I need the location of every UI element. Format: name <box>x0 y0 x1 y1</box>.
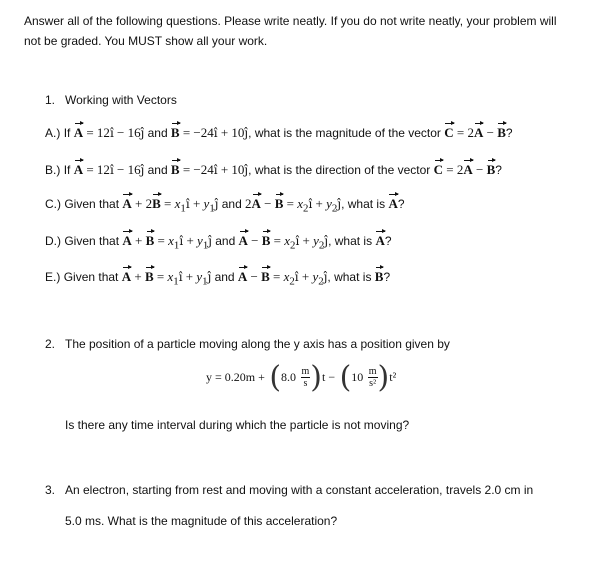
left-paren-2: ( <box>339 360 352 395</box>
part-c-target-vector: A <box>388 196 398 211</box>
part-d-label: D.) <box>45 234 61 248</box>
question-2-text <box>45 336 450 352</box>
part-a-given-vectors: A = 12î − 16ĵ and B = −24î + 10ĵ <box>73 125 249 140</box>
part-b-pre: If <box>63 163 71 177</box>
equation-coef-1: 8.0 <box>281 370 297 384</box>
position-equation <box>206 360 396 400</box>
question-1-part-c <box>45 196 405 217</box>
question-1-part-d <box>45 233 392 254</box>
equation-lhs: y = 0.20m + <box>206 370 265 384</box>
instructions-line-1: Answer all of the following questions. Please write neatly. If you do not write neatly, your problem will <box>24 14 557 28</box>
question-3-line-1 <box>45 482 533 498</box>
question-1-number: 1. <box>45 93 56 107</box>
part-b-given-vectors: A = 12î − 16ĵ and B = −24î + 10ĵ <box>73 162 249 177</box>
part-a-end: ? <box>505 126 513 140</box>
question-2-number: 2. <box>45 337 56 351</box>
part-c-given-vectors: $A + 2B = x_1î$ + $y_1ĵ$ and $2A - B = x_2î$ + $y_2ĵ$ <box>122 196 342 215</box>
unit-fraction-2 <box>368 366 378 389</box>
question-1-part-e <box>45 269 390 290</box>
left-paren-1: ( <box>269 360 282 395</box>
instructions-line-2: not be graded. You MUST show all your work. <box>24 34 268 48</box>
part-e-label: E.) <box>45 270 61 284</box>
part-e-question: , what is <box>327 270 375 284</box>
unit-2-denominator: s² <box>369 378 377 389</box>
unit-2-numerator: m <box>368 366 377 377</box>
question-2-prompt: Is there any time interval during which the particle is not moving? <box>65 418 410 432</box>
part-b-question: , what is the direction of the vector <box>248 163 434 177</box>
question-1-part-b <box>45 162 502 178</box>
part-a-label: A.) <box>45 126 61 140</box>
part-d-question: , what is <box>328 234 376 248</box>
part-b-target-vector: C = 2A − B <box>433 162 496 177</box>
part-b-label: B.) <box>45 163 61 177</box>
question-3-number: 3. <box>45 483 56 497</box>
part-d-end: ? <box>384 234 392 248</box>
part-a-target-vector: C = 2A − B <box>444 125 506 140</box>
right-paren-1: ) <box>310 360 322 395</box>
equation-t2: t² <box>389 370 397 384</box>
question-2-statement: The position of a particle moving along the y axis has a position given by <box>65 337 450 351</box>
instructions <box>24 11 594 51</box>
unit-1-numerator: m <box>301 366 310 377</box>
part-c-label: C.) <box>45 197 61 211</box>
unit-1-denominator: s <box>303 378 308 389</box>
question-3-line-2: 5.0 ms. What is the magnitude of this acceleration? <box>65 514 338 528</box>
part-d-given-vectors: $A + B = x_1î$ + $y_1ĵ$ and $A - B = x_2î$ + $y_2ĵ$ <box>122 233 329 252</box>
question-3-text-1: An electron, starting from rest and moving with a constant acceleration, travels 2.0 cm in <box>65 483 534 497</box>
question-1-heading <box>45 92 177 108</box>
question-1-title: Working with Vectors <box>65 93 177 107</box>
part-b-end: ? <box>495 163 502 177</box>
part-a-pre: If <box>63 126 71 140</box>
part-e-end: ? <box>383 270 391 284</box>
equation-t1: t − <box>322 370 336 384</box>
part-e-given-vectors: $A + B = x_1î$ + $y_1ĵ$ and $A - B = x_2î$ + $y_2ĵ$ <box>121 269 328 288</box>
part-a-question: , what is the magnitude of the vector <box>248 126 445 140</box>
part-c-end: ? <box>397 197 405 211</box>
part-d-pre: Given that <box>64 234 120 248</box>
equation-coef-2: 10 <box>351 370 364 384</box>
part-c-pre: Given that <box>64 197 120 211</box>
right-paren-2: ) <box>377 360 390 395</box>
question-1-part-a <box>45 125 513 141</box>
part-e-target-vector: B <box>374 269 384 284</box>
part-e-pre: Given that <box>63 270 119 284</box>
part-d-target-vector: A <box>375 233 385 248</box>
unit-fraction-1 <box>301 366 311 389</box>
part-c-question: , what is <box>341 197 389 211</box>
